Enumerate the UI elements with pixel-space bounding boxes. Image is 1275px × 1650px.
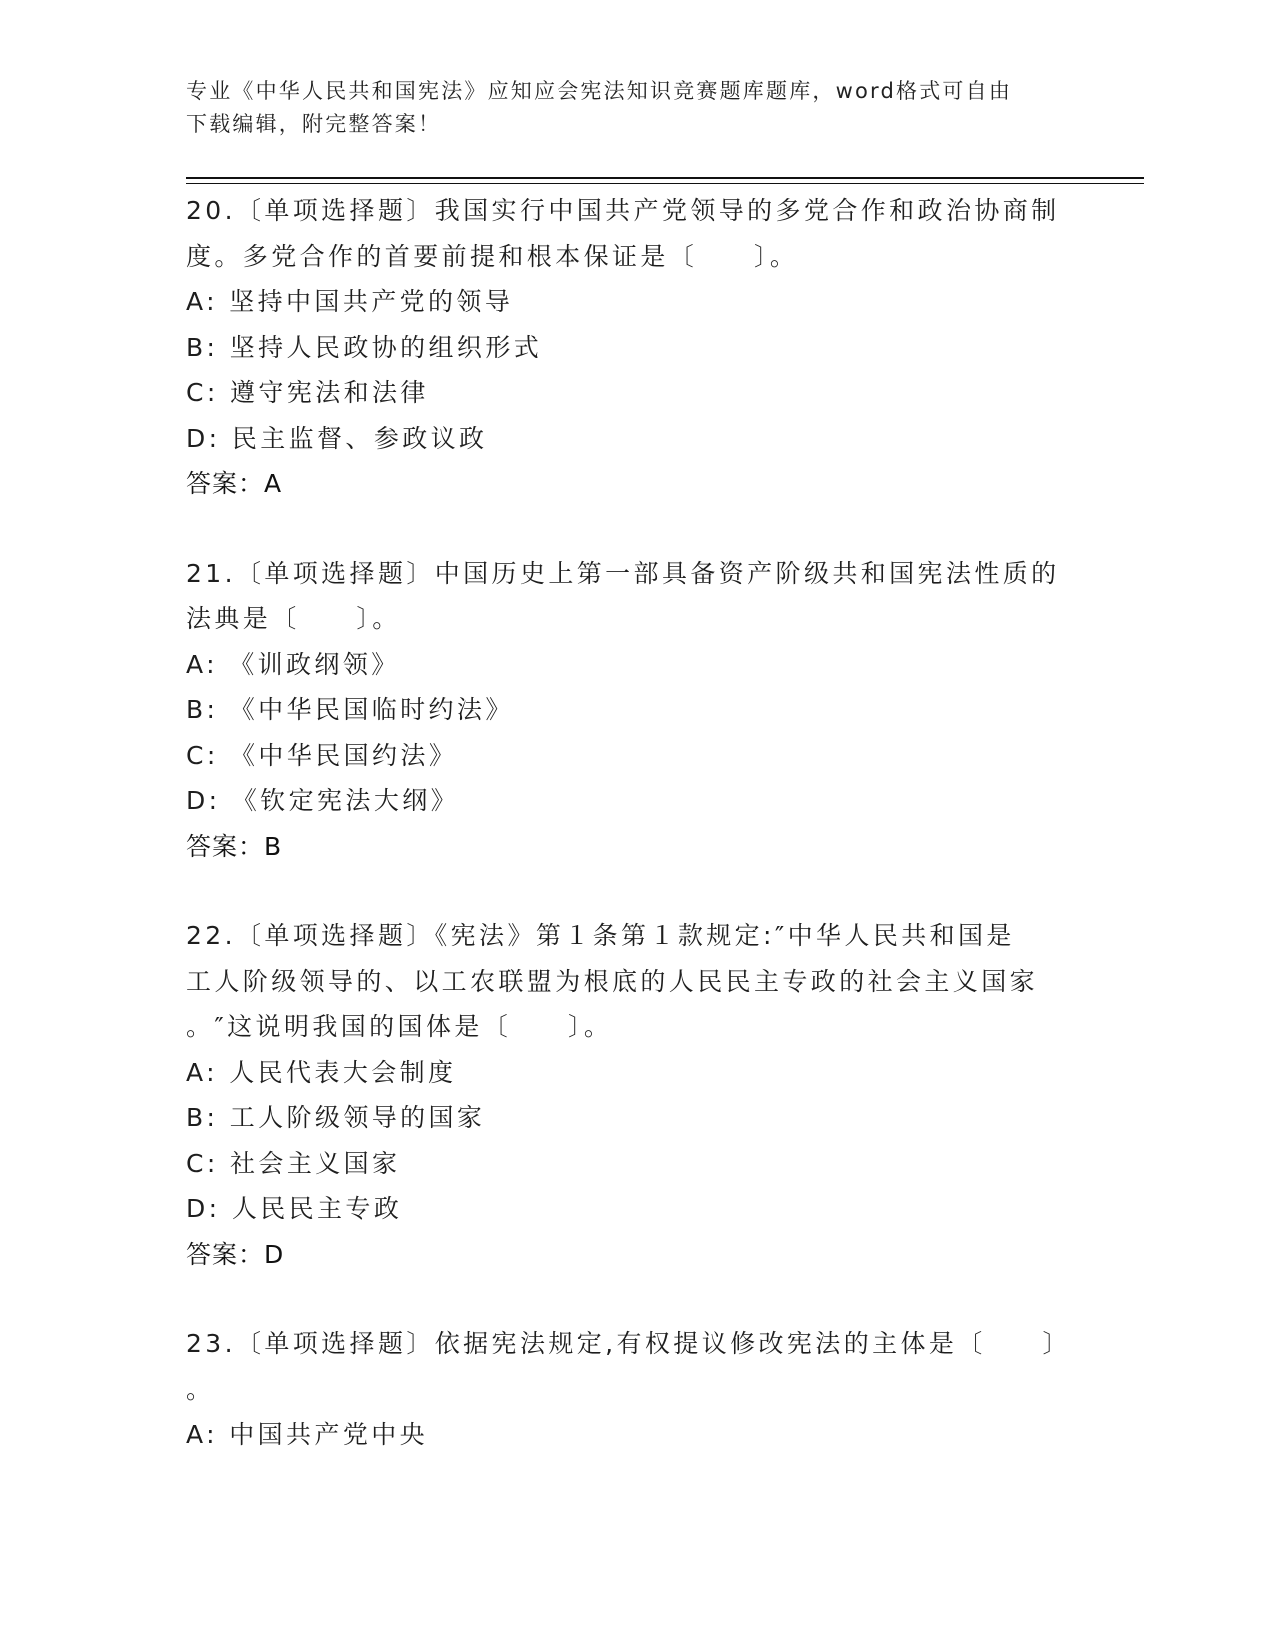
question-stem [186,913,1086,1050]
question-22 [186,913,1086,1277]
answer-value: A [264,469,283,498]
answer-label: 答案： [186,1239,265,1269]
stem-line: 21.〔单项选择题〕中国历史上第一部具备资产阶级共和国宪法性质的 [186,558,1060,588]
answer-line [186,1232,1086,1278]
stem-line: 23.〔单项选择题〕依据宪法规定,有权提议修改宪法的主体是〔 〕 [186,1329,1071,1358]
stem-line: 度。多党合作的首要前提和根本保证是〔 〕。 [186,241,799,271]
option-d: D: 人民民主专政 [186,1194,403,1223]
option-c: C: 遵守宪法和法律 [186,378,429,407]
question-stem [186,551,1086,642]
header-rule-thin [186,183,1144,184]
option-b: B: 坚持人民政协的组织形式 [186,332,543,362]
option-a: A: 人民代表大会制度 [186,1057,457,1087]
header-line-1: 专业《中华人民共和国宪法》应知应会宪法知识竞赛题库题库，word格式可自由 [186,79,1013,103]
stem-line: 。 [186,1374,215,1404]
answer-line [186,824,1086,870]
option-a: A: 中国共产党中央 [186,1420,429,1449]
stem-line: 20.〔单项选择题〕我国实行中国共产党领导的多党合作和政治协商制 [186,196,1060,225]
stem-line: 工人阶级领导的、以工农联盟为根底的人民民主专政的社会主义国家 [186,966,1039,996]
question-stem [186,1321,1086,1412]
question-23 [186,1321,1086,1458]
question-stem [186,188,1086,279]
header-line-2: 下载编辑，附完整答案！ [186,112,442,136]
option-d: D: 民主监督、参政议政 [186,423,488,453]
document-header [186,75,1066,141]
question-list [186,188,1086,1502]
option-c: C: 《中华民国约法》 [186,740,458,770]
option-a: A: 坚持中国共产党的领导 [186,287,514,316]
option-b: B: 工人阶级领导的国家 [186,1103,486,1132]
answer-line [186,461,1086,507]
option-c: C: 社会主义国家 [186,1148,401,1178]
answer-value: D [264,1239,285,1269]
stem-line: 。″这说明我国的国体是〔 〕。 [186,1012,613,1041]
answer-label: 答案： [186,831,265,861]
answer-label: 答案： [186,469,265,498]
header-rule-thick [186,177,1144,179]
option-b: B: 《中华民国临时约法》 [186,695,514,724]
option-d: D: 《钦定宪法大纲》 [186,786,460,815]
option-a: A: 《训政纲领》 [186,649,400,679]
question-21 [186,551,1086,870]
question-20 [186,188,1086,507]
stem-line: 法典是〔 〕。 [186,604,401,633]
stem-line: 22.〔单项选择题〕《宪法》第１条第１款规定:″中华人民共和国是 [186,921,1015,950]
answer-value: B [264,831,283,861]
